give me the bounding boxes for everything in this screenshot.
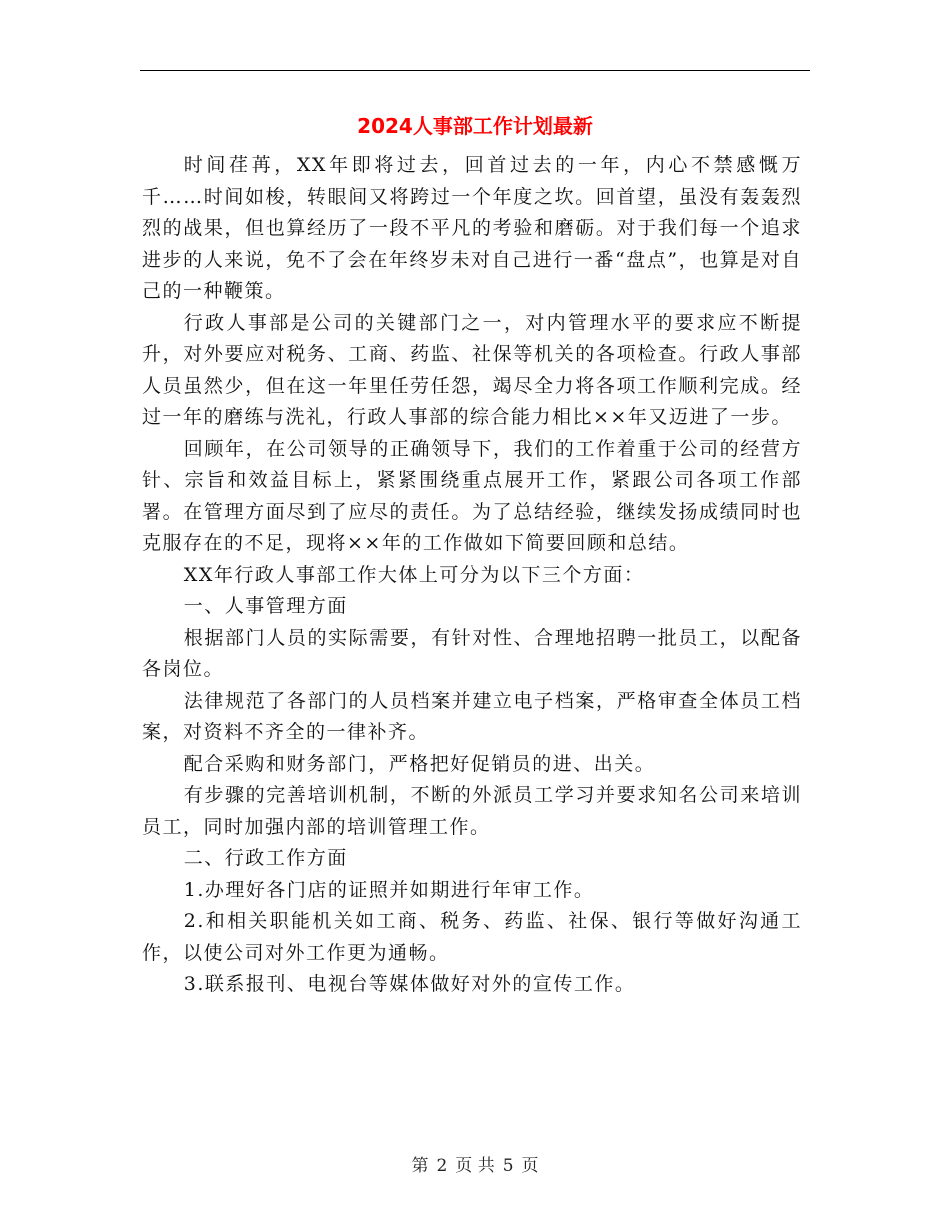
section-heading-administration: 二、行政工作方面 [183,847,348,869]
current-page-number: 2 [436,1156,448,1176]
total-pages-number: 5 [502,1156,514,1176]
paragraph-intro: 时间荏苒，XX年即将过去，回首过去的一年，内心不禁感慨万千……时间如梭，转眼间又将跨过一个年度之坎。回首望，虽没有轰轰烈烈的战果，但也算经历了一段不平凡的考验和磨砺。对于我们每一个追求进步的人来说，免不了会在年终岁未对自己进行一番“盘点”，也算是对自己的一种鞭策。 [142,154,802,302]
page-label-prefix: 第 [411,1156,429,1176]
list-item-licenses: 1.办理好各门店的证照并如期进行年审工作。 [183,878,595,901]
list-item-publicity: 3.联系报刊、电视台等媒体做好对外的宣传工作。 [183,973,636,995]
header-rule [140,70,810,71]
paragraph-department: 行政人事部是公司的关键部门之一，对内管理水平的要求应不断提升，对外要应对税务、工商、药监、社保等机关的各项检查。行政人事部人员虽然少，但在这一年里任劳任怨，竭尽全力将各项工作顺利完成。经过一年的磨练与洗礼，行政人事部的综合能力相比××年又迈进了一步。 [142,311,802,428]
paragraph-archives: 法律规范了各部门的人员档案并建立电子档案，严格审查全体员工档案，对资料不齐全的一律补齐。 [142,689,802,743]
paragraph-review: 回顾年，在公司领导的正确领导下，我们的工作着重于公司的经营方针、宗旨和效益目标上，紧紧围绕重点展开工作，紧跟公司各项工作部署。在管理方面尽到了应尽的责任。为了总结经验，继续发扬成绩同时也克服存在的不足，现将××年的工作做如下简要回顾和总结。 [142,437,802,554]
page-label-suffix: 页 [521,1156,539,1176]
section-heading-personnel: 一、人事管理方面 [183,595,348,617]
paragraph-promoters: 配合采购和财务部门，严格把好促销员的进、出关。 [183,752,656,775]
paragraph-training: 有步骤的完善培训机制，不断的外派员工学习并要求知名公司来培训员工，同时加强内部的培训管理工作。 [142,784,802,838]
list-item-communication: 2.和相关职能机关如工商、税务、药监、社保、银行等做好沟通工作，以使公司对外工作更为通畅。 [142,910,802,964]
page-footer [0,1151,950,1181]
document-body [142,150,802,1001]
document-title: 2024人事部工作计划最新 [357,114,593,138]
page-label-middle: 页 共 [455,1156,495,1176]
paragraph-recruitment: 根据部门人员的实际需要，有针对性、合理地招聘一批员工，以配备各岗位。 [142,626,802,680]
paragraph-overview: XX年行政人事部工作大体上可分为以下三个方面： [183,563,645,586]
